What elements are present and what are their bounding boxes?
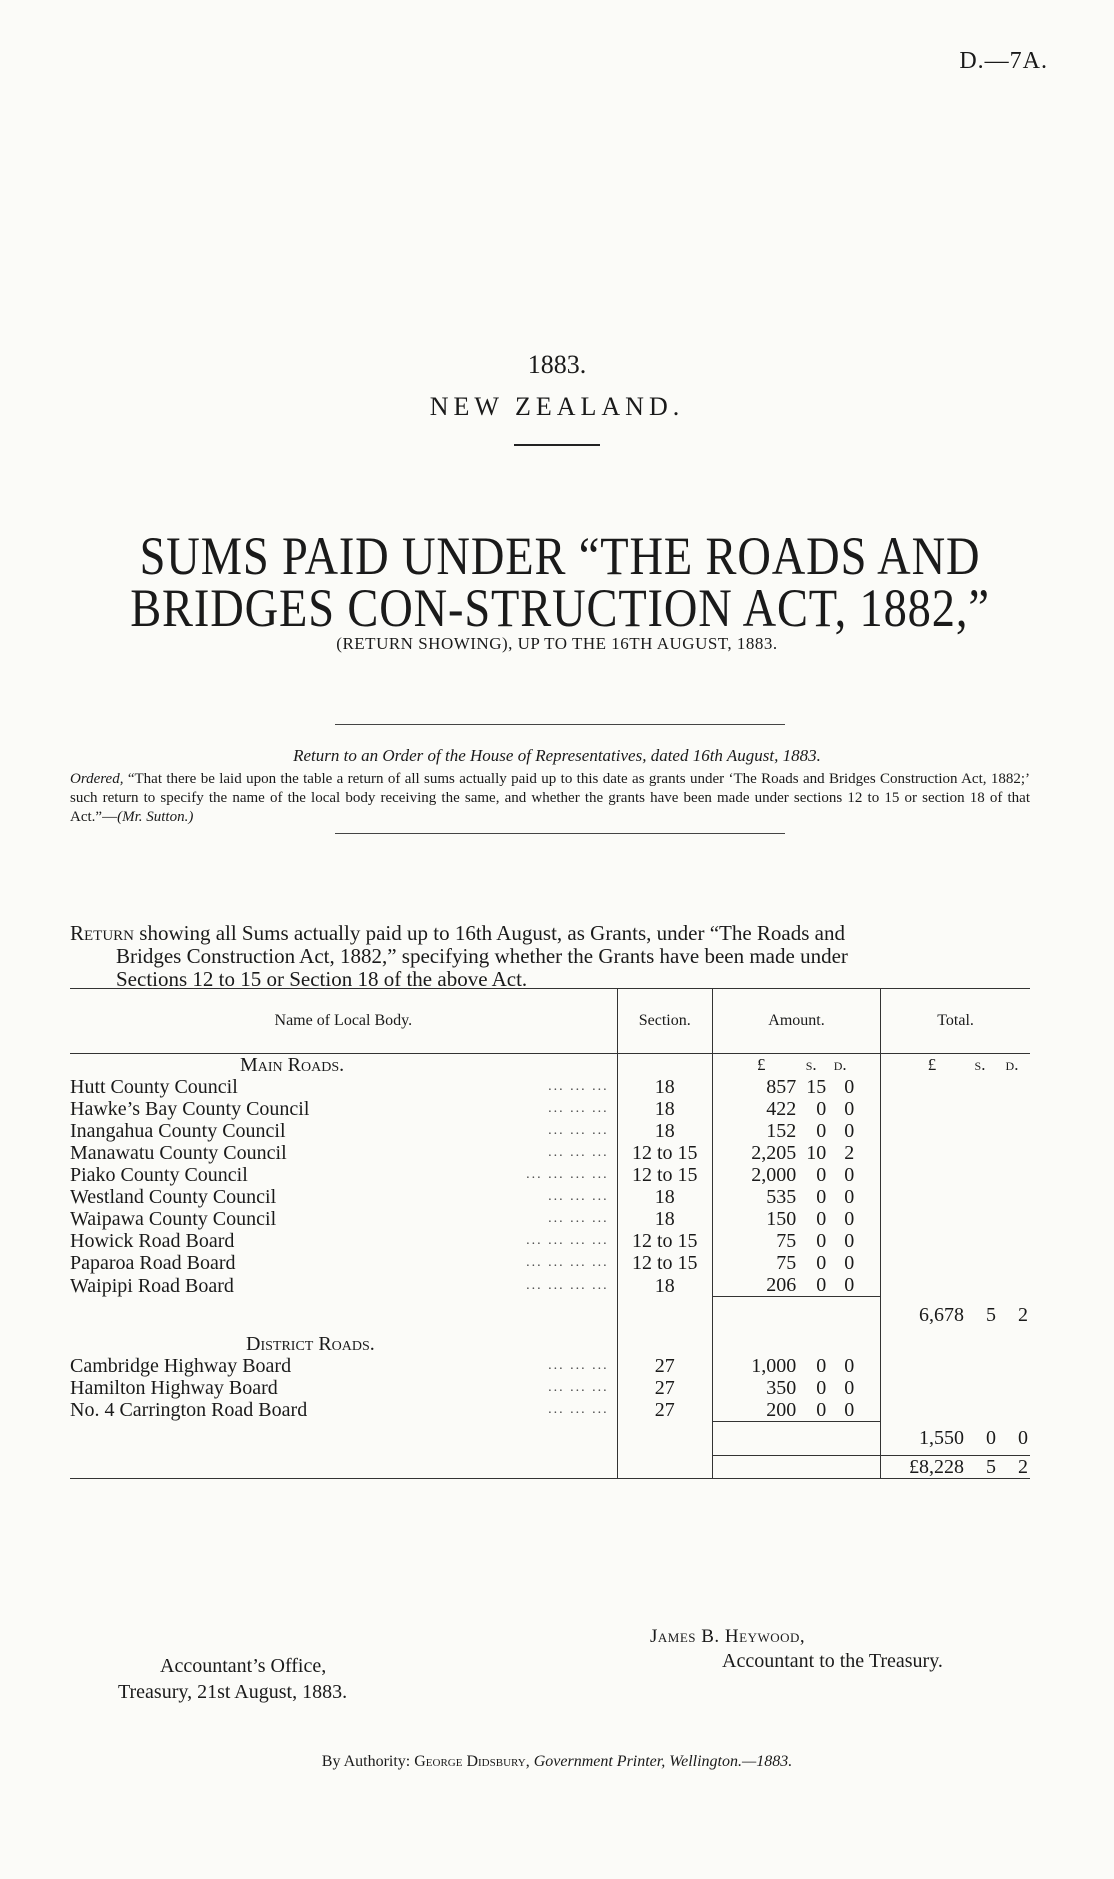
section-cell: 27 [617, 1399, 712, 1422]
office-line: Accountant’s Office, [160, 1655, 327, 1677]
amount-cell: 422 0 0 [766, 1098, 855, 1120]
local-body-name: Cambridge Highway Board [70, 1354, 292, 1377]
section-cell: 12 to 15 [617, 1142, 712, 1164]
section-cell: 18 [617, 1208, 712, 1230]
amount-cell: 150 0 0 [766, 1208, 855, 1230]
intro-line-3: Sections 12 to 15 or Section 18 of the above Act. [116, 967, 528, 991]
header-section: Section. [617, 989, 712, 1054]
divider-bottom [335, 833, 785, 834]
local-body-name: Inangahua County Council [70, 1120, 286, 1142]
section-cell: 12 to 15 [617, 1164, 712, 1186]
local-body-name: Howick Road Board [70, 1230, 235, 1252]
leader-dots: ... ... ... [548, 1357, 609, 1373]
ordered-text: “That there be laid upon the table a return of all sums actually paid up to this date as grants under ‘The Roads and Bridges Construction Act, 1882;’ such return to specify the name of the local body receiving the same, and whether the grants have been made under sections 12 to 15 or section 18 of that Act.”— [70, 771, 1031, 825]
amount-cell: 200 0 0 [766, 1398, 855, 1421]
leader-dots: ... ... ... [548, 1101, 609, 1116]
local-body-name: Hutt County Council [70, 1076, 238, 1098]
return-intro [70, 922, 1030, 991]
header-name: Name of Local Body. [70, 989, 617, 1054]
amount-cell: 350 0 0 [766, 1376, 855, 1399]
intro-line-2: Bridges Construction Act, 1882,” specifying whether the Grants have been made under [116, 944, 848, 968]
header-total: Total. [881, 989, 1030, 1054]
grand-total: £8,228 5 2 [909, 1456, 1028, 1478]
leader-dots: ... ... ... [548, 1079, 609, 1094]
signatory-title: Accountant to the Treasury. [722, 1650, 943, 1672]
header-amount: Amount. [712, 989, 880, 1054]
table-row [70, 1230, 1030, 1252]
section-cell: 18 [617, 1098, 712, 1120]
return-word: Return [70, 921, 135, 945]
group-heading-main: Main Roads. [240, 1054, 345, 1076]
country-heading: NEW ZEALAND. [429, 392, 685, 421]
signatory-name: James B. Heywood, [650, 1626, 806, 1647]
group-heading-row [70, 1054, 1030, 1077]
table-row [70, 1355, 1030, 1377]
leader-dots: ... ... ... [548, 1379, 609, 1395]
amount-cell: 152 0 0 [766, 1120, 855, 1142]
table-row [70, 1142, 1030, 1164]
amount-cell: 2,205 10 2 [751, 1142, 855, 1164]
leader-dots: ... ... ... [548, 1123, 609, 1138]
amount-cell: 535 0 0 [766, 1186, 855, 1208]
amount-cell: 75 0 0 [776, 1252, 855, 1274]
group-heading-district: District Roads. [246, 1332, 375, 1355]
subtotal-district: 1,550 0 0 [919, 1427, 1028, 1449]
place-date-line: Treasury, 21st August, 1883. [118, 1681, 348, 1703]
table-row [70, 1186, 1030, 1208]
total-units: £ s. d. [927, 1055, 1019, 1074]
local-body-name: Piako County Council [70, 1164, 248, 1186]
table-row [70, 1208, 1030, 1230]
grants-table [70, 988, 1030, 1501]
amount-units: £ s. d. [756, 1055, 847, 1074]
ordered-paragraph [70, 770, 1030, 827]
table-header-row [70, 989, 1030, 1054]
section-cell: 18 [617, 1120, 712, 1142]
local-body-name: Hawke’s Bay County Council [70, 1098, 310, 1120]
table-row [70, 1120, 1030, 1142]
subtotal-row-district [70, 1421, 1030, 1456]
table-row [70, 1399, 1030, 1422]
local-body-name: Westland County Council [70, 1186, 277, 1208]
section-cell: 27 [617, 1355, 712, 1377]
ordered-word: Ordered, [70, 771, 124, 787]
section-cell: 12 to 15 [617, 1252, 712, 1274]
amount-cell: 2,000 0 0 [751, 1164, 855, 1186]
local-body-name: Paparoa Road Board [70, 1252, 236, 1274]
divider-top [335, 724, 785, 725]
section-cell: 12 to 15 [617, 1230, 712, 1252]
return-order-line: Return to an Order of the House of Representatives, dated 16th August, 1883. [293, 746, 821, 765]
local-body-name: No. 4 Carrington Road Board [70, 1399, 308, 1421]
local-body-name: Waipawa County Council [70, 1208, 277, 1230]
leader-dots: ... ... ... [548, 1211, 609, 1226]
leader-dots: ... ... ... [548, 1402, 609, 1417]
table-row [70, 1274, 1030, 1297]
section-cell: 18 [617, 1186, 712, 1208]
table-row [70, 1076, 1030, 1098]
subtotal-row-main [70, 1297, 1030, 1333]
table-row [70, 1098, 1030, 1120]
group-heading-row [70, 1333, 1030, 1355]
leader-dots: ... ... ... ... [526, 1167, 609, 1182]
leader-dots: ... ... ... [548, 1189, 609, 1204]
document-year: 1883. [527, 350, 587, 379]
printer-imprint: By Authority: George Didsbury, Government Printer, Wellington.—1883. [321, 1753, 793, 1770]
subtotal-main: 6,678 5 2 [919, 1303, 1028, 1326]
local-body-name: Manawatu County Council [70, 1142, 287, 1164]
document-subtitle: (RETURN SHOWING), UP TO THE 16TH AUGUST, 1883. [336, 634, 778, 653]
divider-short [514, 444, 600, 446]
leader-dots: ... ... ... [548, 1145, 609, 1160]
leader-dots: ... ... ... ... [526, 1277, 609, 1293]
table-row [70, 1377, 1030, 1399]
local-body-name: Waipipi Road Board [70, 1274, 234, 1297]
amount-cell: 1,000 0 0 [751, 1354, 855, 1377]
ordered-mover: (Mr. Sutton.) [117, 809, 194, 825]
section-cell: 27 [617, 1377, 712, 1399]
intro-line-1: showing all Sums actually paid up to 16th August, as Grants, under “The Roads and [139, 921, 846, 945]
leader-dots: ... ... ... ... [526, 1233, 609, 1248]
amount-cell: 857 15 0 [766, 1076, 855, 1098]
section-cell: 18 [617, 1076, 712, 1098]
leader-dots: ... ... ... ... [526, 1255, 609, 1270]
local-body-name: Hamilton Highway Board [70, 1376, 278, 1399]
table-row [70, 1252, 1030, 1274]
table-row [70, 1164, 1030, 1186]
grand-total-row [70, 1456, 1030, 1479]
section-cell: 18 [617, 1274, 712, 1297]
amount-cell: 75 0 0 [776, 1230, 855, 1252]
amount-cell: 206 0 0 [766, 1274, 855, 1296]
document-title: SUMS PAID UNDER “THE ROADS AND BRIDGES CON-STRUCTION ACT, 1882,” [130, 526, 990, 638]
document-reference: D.—7A. [959, 48, 1048, 74]
